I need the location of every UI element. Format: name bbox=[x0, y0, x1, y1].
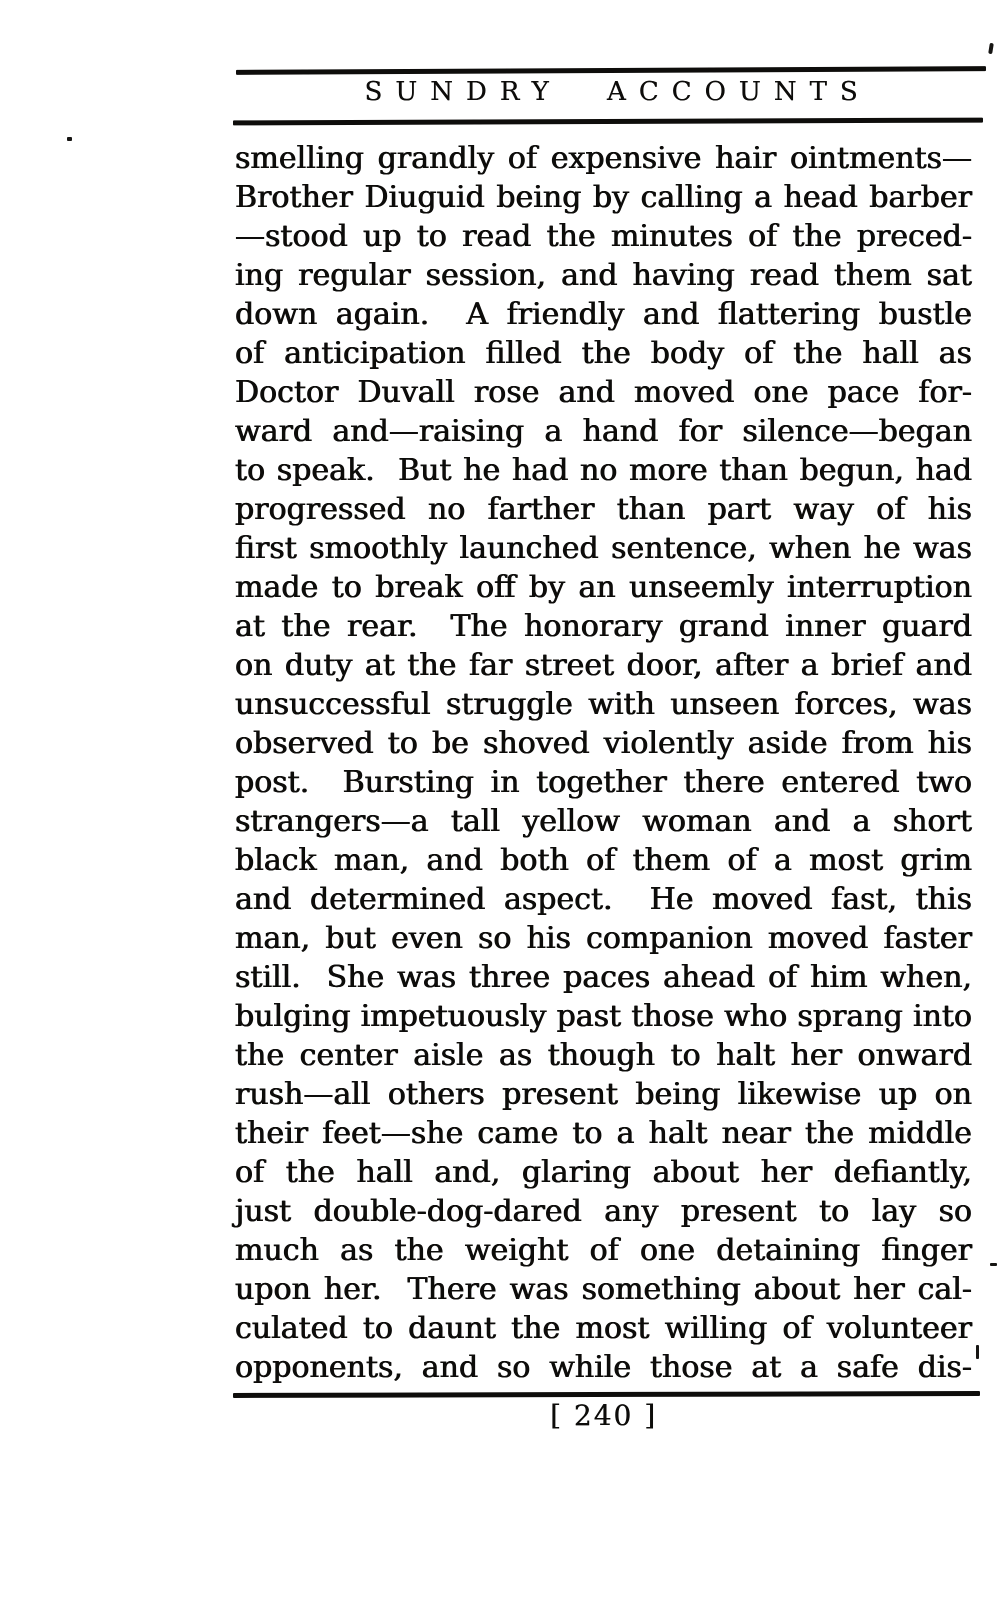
text-line: smelling grandly of expensive hair ointments— bbox=[235, 141, 972, 176]
text-line: observed to be shoved violently aside from his bbox=[235, 726, 972, 761]
page-number: [ 240 ] bbox=[549, 1399, 658, 1432]
text-line: man, but even so his companion moved faster bbox=[235, 921, 972, 956]
text-line: opponents, and so while those at a safe dis- bbox=[235, 1350, 972, 1385]
text-line: progressed no farther than part way of his bbox=[235, 492, 972, 527]
header-rule-bottom bbox=[233, 118, 983, 126]
text-line: of anticipation filled the body of the hall as bbox=[235, 336, 972, 371]
text-line: black man, and both of them of a most grim bbox=[235, 843, 972, 878]
scan-speck bbox=[988, 43, 994, 54]
text-line: to speak. But he had no more than begun, had bbox=[235, 453, 972, 488]
text-line: ing regular session, and having read them sat bbox=[235, 258, 972, 293]
text-line: Brother Diuguid being by calling a head barber bbox=[235, 180, 972, 215]
running-head-title: SUNDRY ACCOUNTS bbox=[364, 77, 871, 107]
scan-speck bbox=[67, 137, 72, 141]
text-line: much as the weight of one detaining finger bbox=[235, 1233, 972, 1268]
text-line: upon her. There was something about her cal- bbox=[235, 1272, 972, 1307]
text-line: down again. A friendly and flattering bustle bbox=[235, 297, 972, 332]
text-line: unsuccessful struggle with unseen forces, was bbox=[235, 687, 972, 722]
scan-speck bbox=[976, 1345, 979, 1359]
text-line: at the rear. The honorary grand inner guard bbox=[235, 609, 972, 644]
text-line: Doctor Duvall rose and moved one pace for- bbox=[235, 375, 972, 410]
text-line: on duty at the far street door, after a brief and bbox=[235, 648, 972, 683]
footer-rule bbox=[233, 1391, 980, 1398]
text-line: —stood up to read the minutes of the preced- bbox=[235, 219, 972, 254]
text-line: their feet—she came to a halt near the middle bbox=[235, 1116, 972, 1151]
text-line: still. She was three paces ahead of him when, bbox=[235, 960, 972, 995]
text-line: and determined aspect. He moved fast, this bbox=[235, 882, 972, 917]
text-line: culated to daunt the most willing of volunteer bbox=[235, 1311, 972, 1346]
text-line: rush—all others present being likewise up on bbox=[235, 1077, 972, 1112]
page-body-text bbox=[235, 139, 972, 1387]
text-line: post. Bursting in together there entered two bbox=[235, 765, 972, 800]
text-line: ward and—raising a hand for silence—began bbox=[235, 414, 972, 449]
text-line: just double-dog-dared any present to lay so bbox=[235, 1194, 972, 1229]
header-rule-top bbox=[236, 66, 986, 75]
scan-speck bbox=[990, 1263, 997, 1266]
text-line: of the hall and, glaring about her defiantly, bbox=[235, 1155, 972, 1190]
text-line: first smoothly launched sentence, when he was bbox=[235, 531, 972, 566]
text-line: bulging impetuously past those who sprang into bbox=[235, 999, 972, 1034]
text-line: the center aisle as though to halt her onward bbox=[235, 1038, 972, 1073]
text-line: made to break off by an unseemly interruption bbox=[235, 570, 972, 605]
text-line: strangers—a tall yellow woman and a short bbox=[235, 804, 972, 839]
